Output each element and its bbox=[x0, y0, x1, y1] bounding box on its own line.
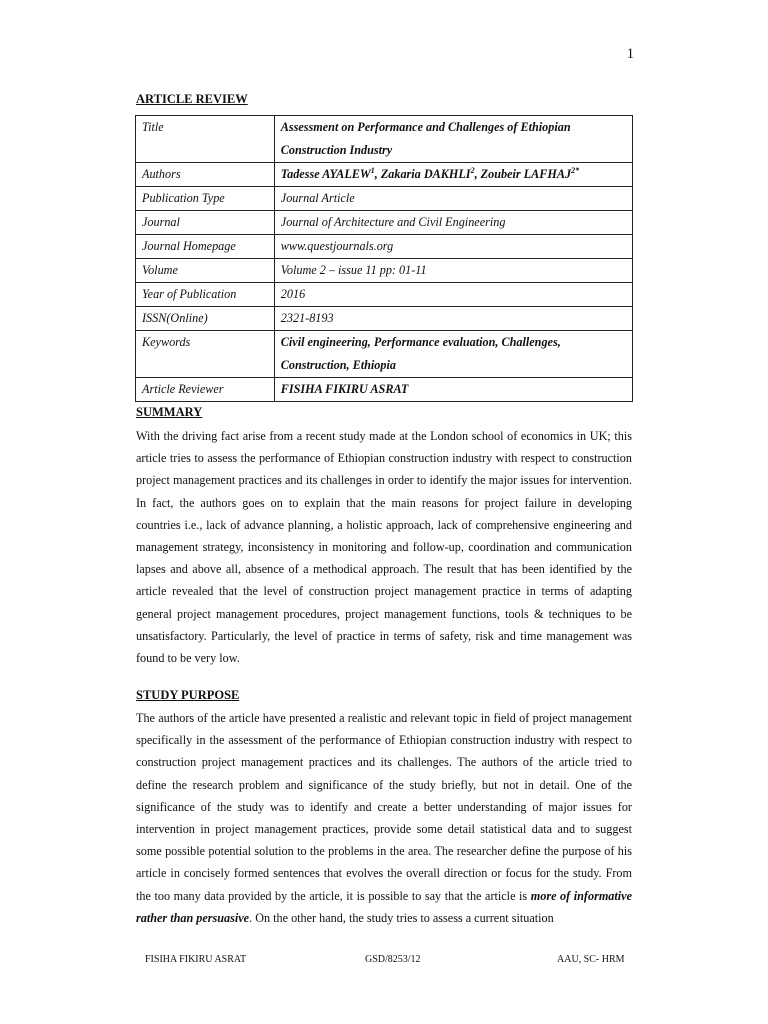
row-label-title: Title bbox=[136, 116, 275, 163]
footer-id: GSD/8253/12 bbox=[365, 954, 421, 965]
author-name: , Zakaria DAKHLI bbox=[374, 167, 471, 181]
row-label-authors: Authors bbox=[136, 163, 275, 187]
row-value-journal: Journal of Architecture and Civil Engineering bbox=[274, 211, 632, 235]
row-value-authors bbox=[274, 163, 632, 187]
table-row bbox=[136, 259, 633, 283]
table-row bbox=[136, 331, 633, 378]
table-row bbox=[136, 211, 633, 235]
row-label-journal-homepage: Journal Homepage bbox=[136, 235, 275, 259]
article-review-heading: ARTICLE REVIEW bbox=[136, 92, 248, 106]
author-affiliation: 2 bbox=[470, 165, 475, 175]
row-label-year: Year of Publication bbox=[136, 283, 275, 307]
summary-heading: SUMMARY bbox=[136, 405, 203, 419]
table-row bbox=[136, 163, 633, 187]
row-label-volume: Volume bbox=[136, 259, 275, 283]
author-affiliation: 1 bbox=[370, 165, 375, 175]
footer-author: FISIHA FIKIRU ASRAT bbox=[145, 954, 247, 965]
row-value-year: 2016 bbox=[274, 283, 632, 307]
study-purpose-heading: STUDY PURPOSE bbox=[136, 688, 240, 702]
study-purpose-paragraph bbox=[136, 707, 632, 929]
table-row bbox=[136, 307, 633, 331]
row-value-publication-type: Journal Article bbox=[274, 187, 632, 211]
row-value-issn: 2321-8193 bbox=[274, 307, 632, 331]
row-label-keywords: Keywords bbox=[136, 331, 275, 378]
table-row bbox=[136, 116, 633, 163]
row-value-keywords: Civil engineering, Performance evaluation, Challenges, Construction, Ethiopia bbox=[274, 331, 632, 378]
study-purpose-emphasis: more of informative rather than persuasive bbox=[136, 888, 632, 925]
row-value-title: Assessment on Performance and Challenges of Ethiopian Construction Industry bbox=[274, 116, 632, 163]
study-purpose-text-end: . On the other hand, the study tries to assess a current situation bbox=[249, 910, 554, 925]
author-name: , Zoubeir LAFHAJ bbox=[474, 167, 572, 181]
footer-institution: AAU, SC- HRM bbox=[557, 954, 625, 965]
table-row bbox=[136, 235, 633, 259]
row-label-reviewer: Article Reviewer bbox=[136, 378, 275, 402]
article-review-table bbox=[135, 115, 633, 402]
table-row bbox=[136, 378, 633, 402]
table-row bbox=[136, 187, 633, 211]
page-number: 1 bbox=[626, 46, 634, 62]
row-value-volume: Volume 2 – issue 11 pp: 01-11 bbox=[274, 259, 632, 283]
table-row bbox=[136, 283, 633, 307]
study-purpose-text: The authors of the article have presented a realistic and relevant topic in field of project management specifically in the assessment of the performance of Ethiopian construction industry with respect to construction project management practices and its challenges. The authors of the article tried to define the research problem and significance of the study briefly, but not in detail. One of the significance of the study was to identify and create a better understanding of major issues for intervention in project management practices, provide some detail statistical data and to suggest some possible potential solution to the problems in the area. The researcher define the purpose of his article in concisely formed sentences that evolves the overall direction or focus for the study. From the too many data provided by the article, it is possible to say that the article is bbox=[136, 711, 632, 903]
row-label-journal: Journal bbox=[136, 211, 275, 235]
summary-paragraph: With the driving fact arise from a recent study made at the London school of economics in UK; this article tries to assess the performance of Ethiopian construction industry with respect to construction project management practices and its challenges in order to identify the major issues for intervention. In fact, the authors goes on to explain that the main reasons for project failure in developing countries i.e., lack of advance planning, a holistic approach, lack of comprehensive engineering and management strategy, inconsistency in monitoring and follow-up, coordination and communication lapses and above all, absence of a methodical approach. The result that has been identified by the article revealed that the level of construction project management practice in terms of adapting general project management procedures, project management functions, tools & techniques to be unsatisfactory. Particularly, the level of practice in terms of safety, risk and time management was found to be very low. bbox=[136, 429, 632, 666]
author-affiliation: 2* bbox=[571, 165, 580, 175]
row-value-journal-homepage: www.questjournals.org bbox=[274, 235, 632, 259]
row-label-issn: ISSN(Online) bbox=[136, 307, 275, 331]
author-name: Tadesse AYALEW bbox=[280, 167, 371, 181]
row-value-reviewer: FISIHA FIKIRU ASRAT bbox=[274, 378, 632, 402]
row-label-publication-type: Publication Type bbox=[136, 187, 275, 211]
